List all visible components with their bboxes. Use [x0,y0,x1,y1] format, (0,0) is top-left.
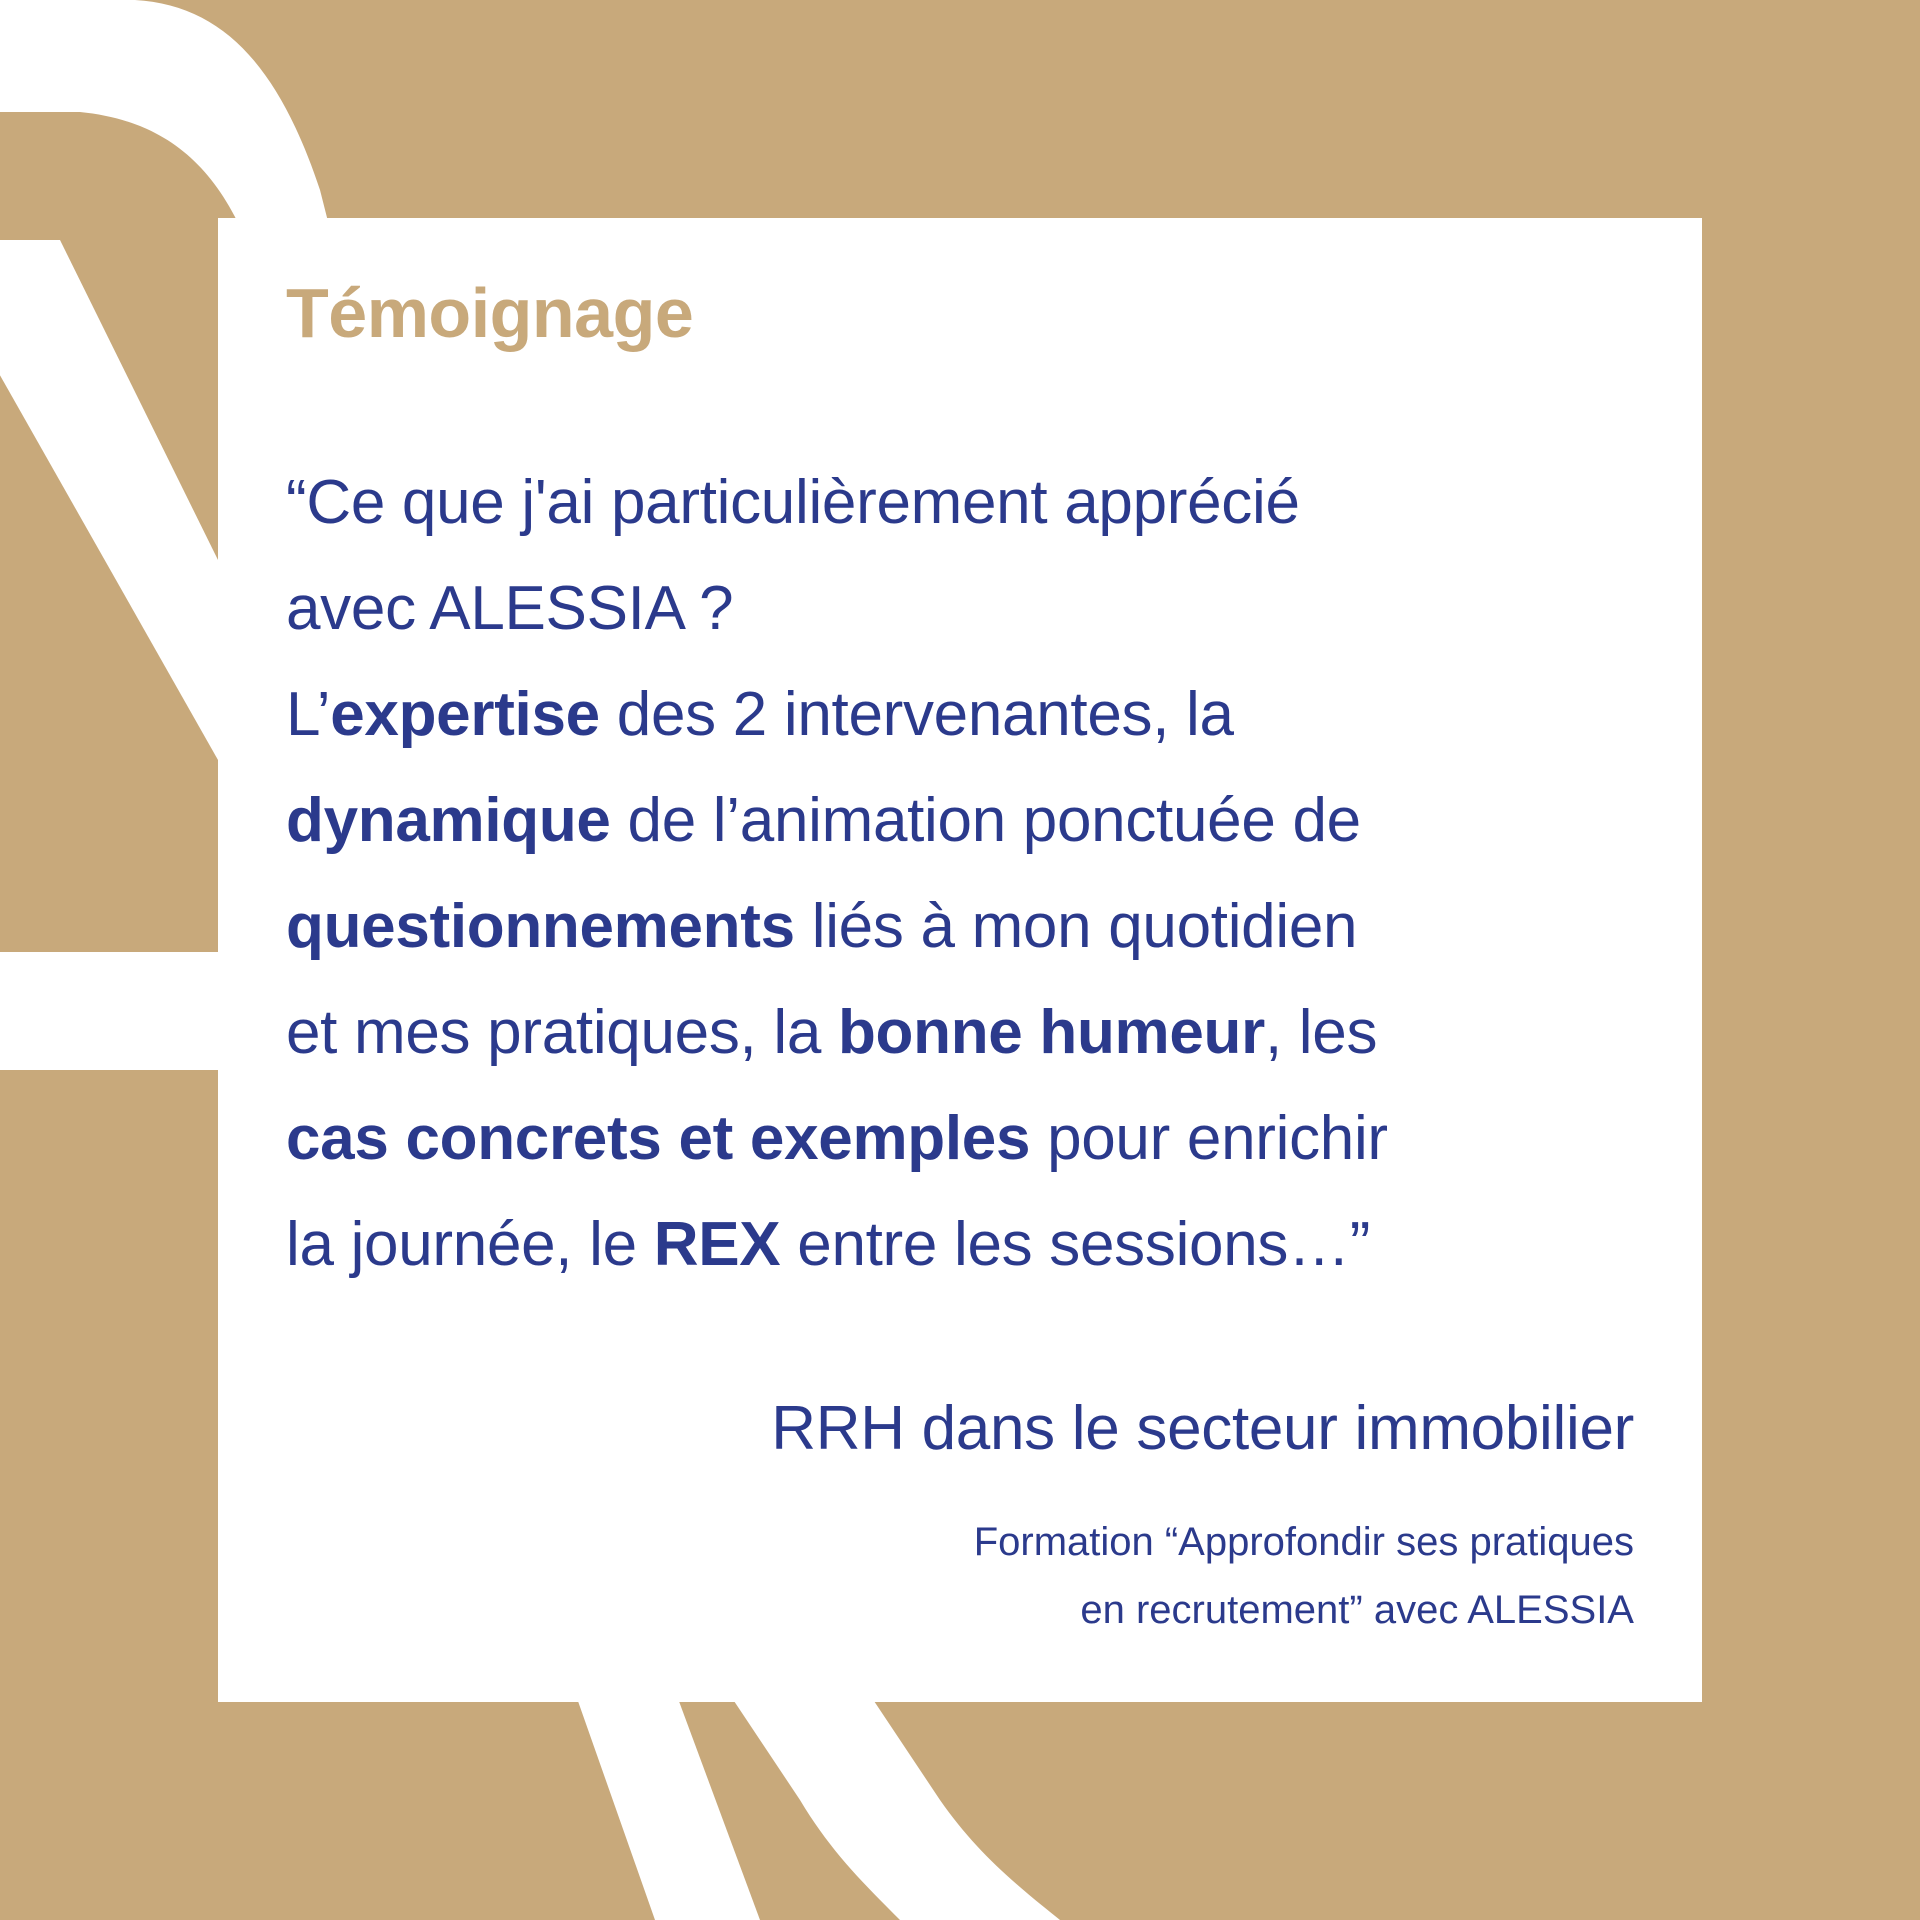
heading-temoignage: Témoignage [286,274,694,352]
highlight-dynamique: dynamique [286,786,611,855]
testimonial-quote [286,450,1646,1298]
quote-line-6: et mes pratiques, la bonne humeur, les [286,998,1378,1067]
training-caption [974,1508,1634,1644]
quote-line-4: dynamique de l’animation ponctuée de [286,786,1361,855]
white-letter-band-left [0,952,240,1070]
training-caption-line-1: Formation “Approfondir ses pratiques [973,1520,1634,1564]
training-caption-line-2: en recrutement” avec ALESSIA [1080,1588,1634,1632]
highlight-cas-concrets: cas concrets et exemples [286,1104,1031,1173]
testimonial-author: RRH dans le secteur immobilier [771,1394,1634,1463]
quote-line-1: “Ce que j'ai particulièrement apprécié [286,468,1300,537]
quote-line-7: cas concrets et exemples pour enrichir [286,1104,1388,1173]
highlight-questionnements: questionnements [286,892,795,961]
quote-line-8: la journée, le REX entre les sessions…” [286,1210,1371,1279]
highlight-bonne-humeur: bonne humeur [837,998,1265,1067]
quote-card [218,218,1702,1702]
quote-line-3: L’expertise des 2 intervenantes, la [286,680,1234,749]
highlight-expertise: expertise [330,680,600,749]
quote-line-2: avec ALESSIA ? [286,574,734,643]
quote-line-5: questionnements liés à mon quotidien [286,892,1358,961]
highlight-rex: REX [653,1210,781,1279]
